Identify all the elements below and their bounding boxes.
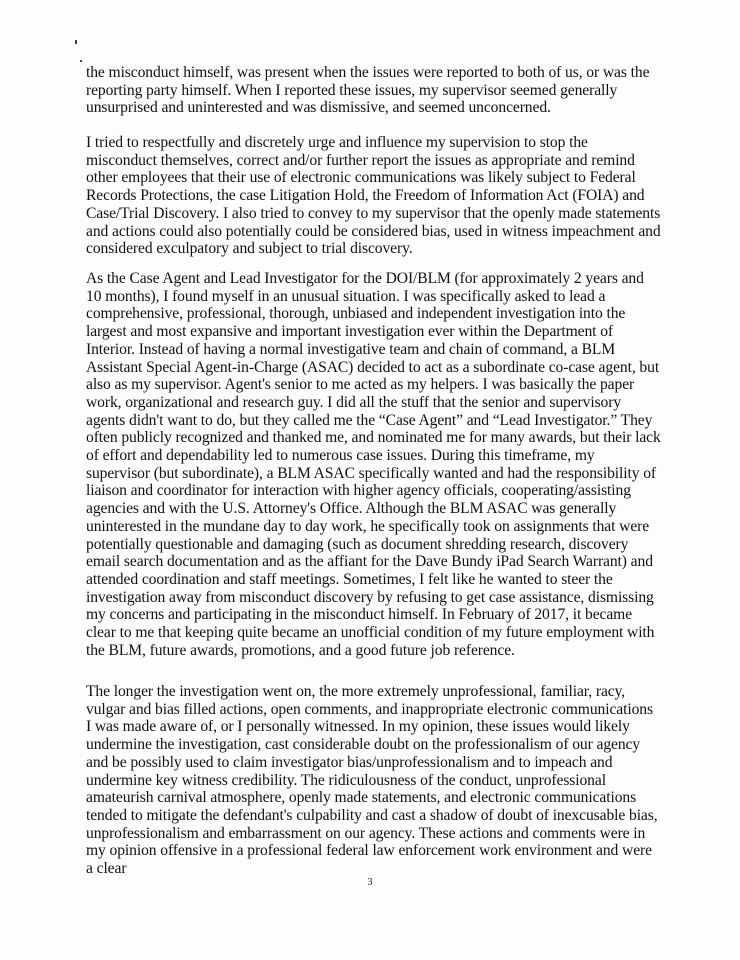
page-number: 3: [367, 877, 373, 888]
paragraph-case-agent-role: As the Case Agent and Lead Investigator for the DOI/BLM (for approximately 2 years and 10 months), I found myself in an unusual situation. I was specifically asked to lead a comprehensive, professional, thorough, unbiased and independent investigation into the largest and most expansive and important investigation ever within the Department of Interior. Instead of having a normal investigative team and chain of command, a BLM Assistant Special Agent-in-Charge (ASAC) decided to act as a subordinate co-case agent, but also as my supervisor. Agent's senior to me acted as my helpers. I was basically the paper work, organizational and research guy. I did all the stuff that the senior and supervisory agents didn't want to do, but they called me the “Case Agent” and “Lead Investigator.” They often publicly recognized and thanked me, and nominated me for many awards, but their lack of effort and dependability led to numerous case issues. During this timeframe, my supervisor (but subordinate), a BLM ASAC specifically wanted and had the responsibility of liaison and coordinator for interaction with higher agency officials, cooperating/assisting agencies and with the U.S. Attorney's Office. Although the BLM ASAC was generally uninterested in the mundane day to day work, he specifically took on assignments that were potentially questionable and damaging (such as document shredding research, discovery email search documentation and as the affiant for the Dave Bundy iPad Search Warrant) and attended coordination and staff meetings. Sometimes, I felt like he wanted to steer the investigation away from misconduct discovery by refusing to get case assistance, dismissing my concerns and participating in the misconduct himself. In February of 2017, it became clear to me that keeping quite became an unofficial condition of my future employment with the BLM, future awards, promotions, and a good future job reference.: [86, 270, 661, 659]
paragraph-continuation: the misconduct himself, was present when the issues were reported to both of us, or was the reporting party himself. When I reported these issues, my supervisor seemed generally unsurprised and uninterested and was dismissive, and seemed unconcerned.: [86, 64, 650, 117]
scan-speck: [75, 40, 77, 44]
paragraph-unprofessional-conduct: The longer the investigation went on, the more extremely unprofessional, familiar, racy, vulgar and bias filled actions, open comments, and inappropriate electronic communications I was made aware of, or I personally witnessed. In my opinion, these issues would likely undermine the investigation, cast considerable doubt on the professionalism of our agency and be possibly used to claim investigator bias/unprofessionalism and to impeach and undermine key witness credibility. The ridiculousness of the conduct, unprofessional amateurish carnival atmosphere, openly made statements, and electronic communications tended to mitigate the defendant's culpability and cast a shadow of doubt of inexcusable bias, unprofessionalism and embarrassment on our agency. These actions and comments were in my opinion offensive in a professional federal law enforcement work environment and were a clear: [86, 683, 658, 878]
paragraph-urging-supervision: I tried to respectfully and discretely urge and influence my supervision to stop the misconduct themselves, correct and/or further report the issues as appropriate and remind other employees that their use of electronic communications was likely subject to Federal Records Protections, the case Litigation Hold, the Freedom of Information Act (FOIA) and Case/Trial Discovery. I also tried to convey to my supervisor that the openly made statements and actions could also potentially could be considered bias, used in witness impeachment and considered exculpatory and subject to trial discovery.: [86, 134, 661, 258]
scan-speck: [80, 60, 82, 62]
